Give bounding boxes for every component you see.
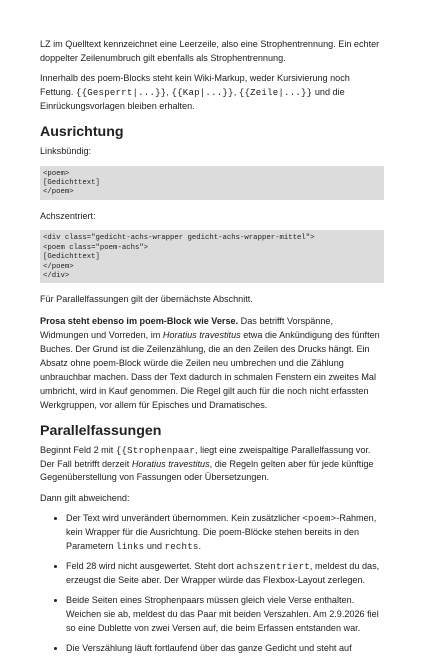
code-block-achszentriert: <div class="gedicht-achs-wrapper gedicht-achs-wrapper-mittel"> <poem class="poem-achs"> [Gedichttext] </poem> </div> — [40, 230, 384, 283]
prosa-bold-lead: Prosa steht ebenso im poem-Block wie Verse. — [40, 316, 239, 327]
code-rechts: rechts — [164, 541, 199, 553]
rules-list — [40, 512, 384, 655]
prosa-paragraph — [40, 315, 384, 412]
note-parallelfassungen: Für Parallelfassungen gilt der übernächste Abschnitt. — [40, 294, 253, 305]
list-text: Der Text wird unverändert übernommen. Kein zusätzlicher — [66, 513, 303, 524]
heading-parallelfassungen: Parallelfassungen — [40, 422, 162, 439]
parallel-text-a: Beginnt Feld 2 mit — [40, 444, 116, 455]
prosa-text-b: etwa die Ankündigung des fünften Buches. Der Grund ist die Zeilenzählung, die an den Zeilen des Drucks hängt. Ein Absatz ohne poem-Block würde die Zeilen neu umbrechen und die Zählung unbrauchbar machen. Dass der Text dadurch in schmalen Fenstern ein zweites Mal umbricht, wird in Kauf genommen. Die Regel gilt auch für die noch nicht erfassten Werkgruppen, vor allem für Episches und Dramatisches. — [40, 330, 380, 410]
list-text: Beide Seiten eines Strophenpaars müssen gleich viele Verse enthalten. Weichen sie ab, meldest du das Paar mit beiden Verszahlen. Am 2.9.2026 fiel so eine Dublette von zwei Versen auf, die beim Erfassen entstanden war. — [66, 594, 379, 633]
list-item — [66, 512, 384, 554]
list-item — [66, 560, 384, 588]
intro-text-2b: und die Einrückungsvorlagen bleiben erhalten. — [40, 87, 345, 112]
list-text: Die Verszählung läuft fortlaufend über das ganze Gedicht und steht auf — [66, 642, 352, 653]
intro-paragraph-2 — [40, 72, 384, 114]
list-text: . — [198, 541, 202, 552]
heading-ausrichtung: Ausrichtung — [40, 124, 124, 141]
label-achszentriert: Achszentriert: — [40, 210, 96, 221]
list-item — [66, 594, 384, 636]
label-linksbuendig: Linksbündig: — [40, 146, 92, 157]
parallel-text-b: , liegt eine zweispaltige Parallelfassung vor. Der Fall betrifft derzeit — [40, 444, 371, 469]
code-strophenpaar: {{Strophenpaar — [115, 444, 196, 456]
code-zeile: {{Zeile|...}} — [238, 87, 313, 99]
parallel-text-c: , die Regeln gelten aber für jede künftige Gegenüberstellung von Fassungen oder Übersetzungen. — [40, 458, 374, 483]
list-item — [66, 642, 384, 656]
code-links: links — [116, 541, 145, 553]
parallel-paragraph-1 — [40, 444, 384, 486]
list-text: Feld 28 wird nicht ausgewertet. Steht dort — [66, 561, 237, 572]
separator: , — [233, 87, 239, 98]
parallel-paragraph-2: Dann gilt abweichend: — [40, 492, 130, 503]
code-poem: <poem> — [302, 513, 337, 525]
work-title: Horatius travestitus — [162, 330, 241, 341]
work-title: Horatius travestitus — [131, 458, 210, 469]
intro-paragraph-1 — [40, 38, 384, 66]
code-achszentriert: achszentriert — [236, 561, 310, 573]
intro-text-1: LZ im Quelltext kennzeichnet eine Leerzeile, also eine Strophentrennung. Ein echter doppelter Zeilenumbruch gilt ebenfalls als Strophentrennung. — [40, 39, 380, 63]
code-kap: {{Kap|...}} — [171, 87, 234, 99]
list-text: und — [144, 541, 165, 552]
code-gesperrt: {{Gesperrt|...}} — [75, 87, 167, 99]
separator: , — [166, 87, 172, 98]
code-block-linksbuendig: <poem> [Gedichttext] </poem> — [40, 166, 384, 200]
list-text: -Rahmen, kein Wrapper für die Ausrichtung. Die poem-Blöcke stehen bereits in den Parametern — [66, 513, 377, 552]
list-text: , meldest du das, erzeugst die Seite aber. Der Wrapper würde das Flexbox-Layout zerlegen. — [66, 561, 380, 586]
intro-text-2a: Innerhalb des poem-Blocks steht kein Wiki-Markup, weder Kursivierung noch Fettung. — [40, 73, 350, 98]
prosa-text-a: Das betrifft Vorspänne, Widmungen und Vorreden, im — [40, 316, 333, 341]
